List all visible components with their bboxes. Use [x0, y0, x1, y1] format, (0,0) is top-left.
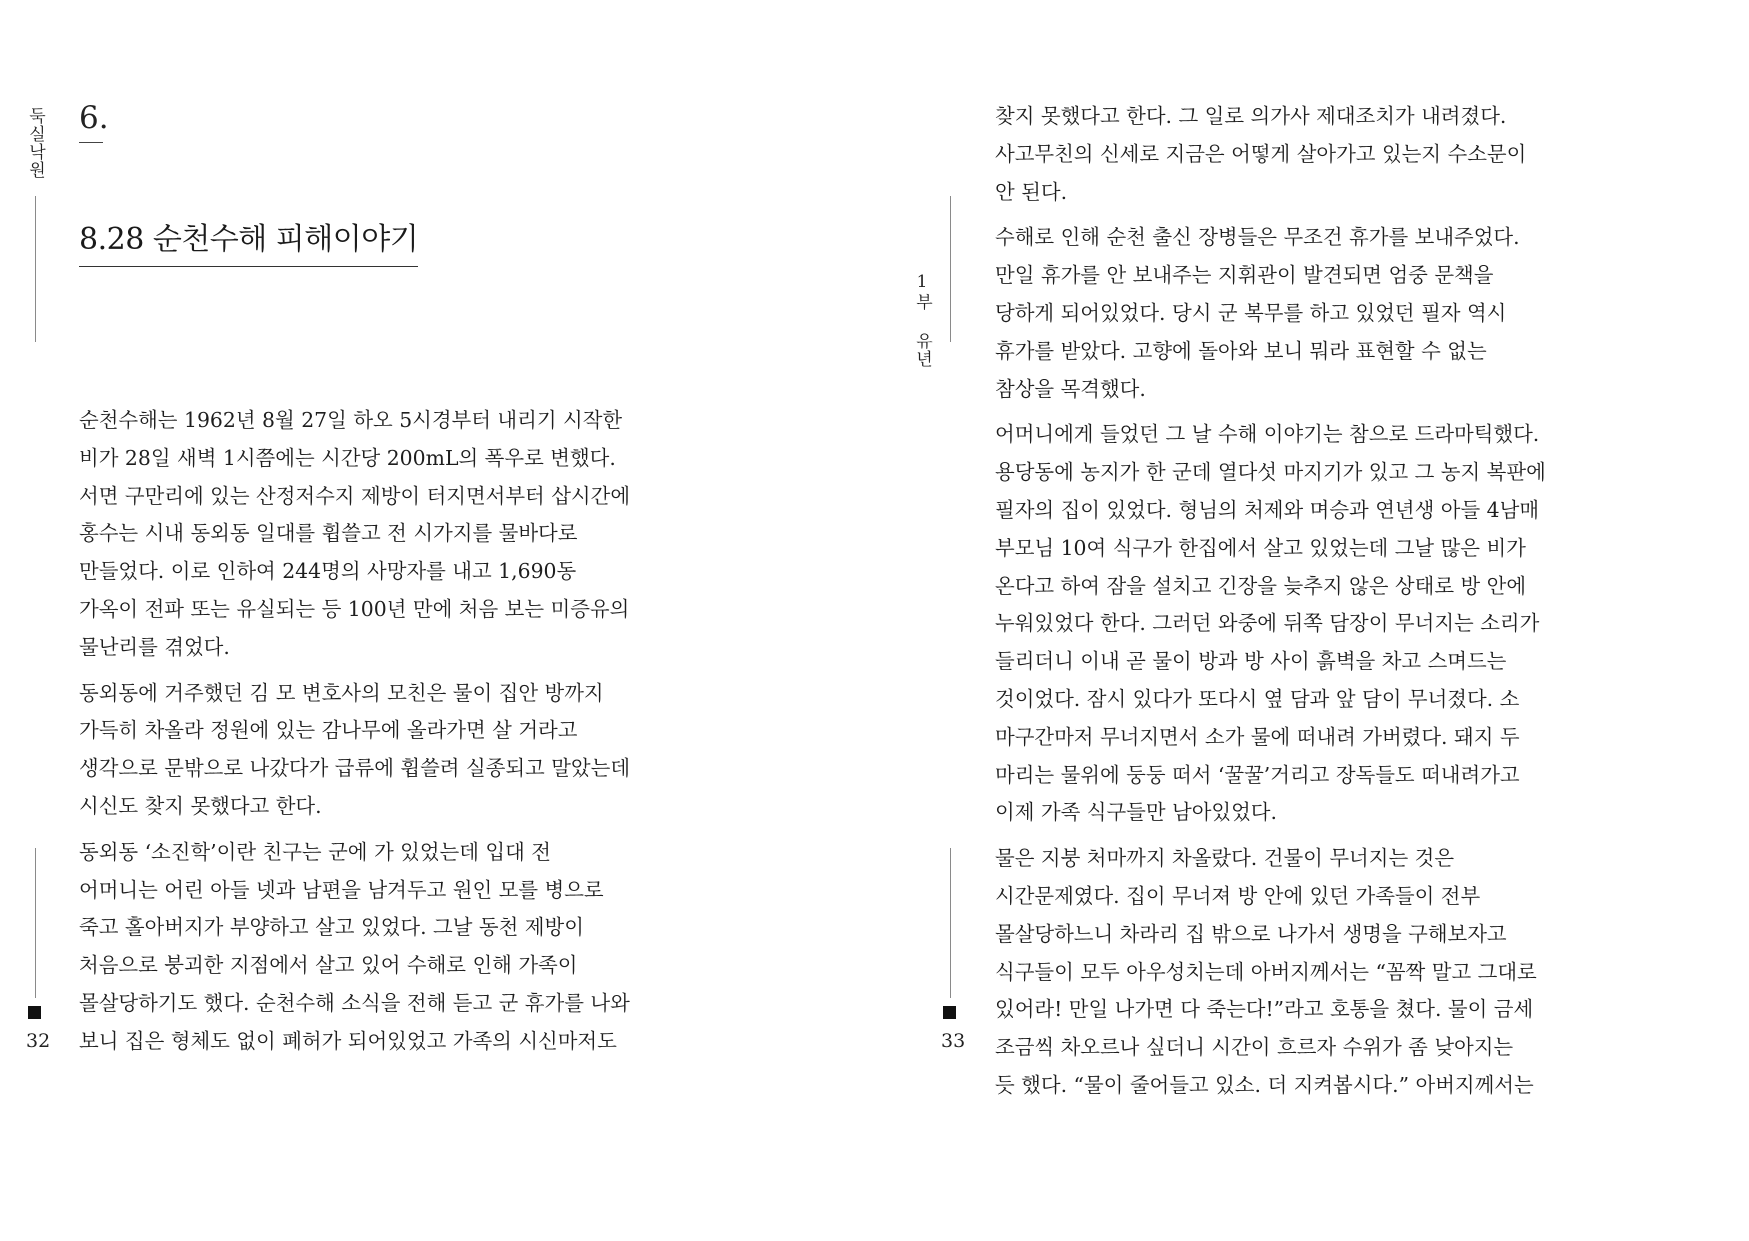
text-line: 몰살당하느니 차라리 집 밖으로 나가서 생명을 구해보자고	[995, 921, 1507, 946]
text-line: 생각으로 문밖으로 나갔다가 급류에 휩쓸려 실종되고 말았는데	[79, 756, 631, 781]
chapter-number-block	[79, 100, 109, 143]
text-line: 시신도 찾지 못했다고 한다.	[79, 793, 322, 818]
text-line: 수해로 인해 순천 출신 장병들은 무조건 휴가를 보내주었다.	[995, 225, 1520, 250]
text-line: 필자의 집이 있었다. 형님의 처제와 며승과 연년생 아들 4남매	[995, 497, 1540, 522]
text-line: 만들었다. 이로 인하여 244명의 사망자를 내고 1,690동	[79, 559, 577, 584]
paragraph	[79, 834, 630, 1061]
right-page-marker	[943, 1006, 956, 1019]
paragraph	[995, 840, 1537, 1105]
text-line: 들리더니 이내 곧 물이 방과 방 사이 흙벽을 차고 스며드는	[995, 649, 1507, 674]
paragraph	[79, 675, 631, 826]
text-line: 사고무친의 신세로 지금은 어떻게 살아가고 있는지 수소문이	[995, 141, 1527, 166]
text-line: 만일 휴가를 안 보내주는 지휘관이 발견되면 엄중 문책을	[995, 263, 1494, 288]
left-page-number: 32	[26, 1030, 51, 1052]
text-line: 서면 구만리에 있는 산정저수지 제방이 터지면서부터 삽시간에	[79, 483, 631, 508]
text-line: 가옥이 전파 또는 유실되는 등 100년 만에 처음 보는 미증유의	[79, 596, 630, 621]
left-running-head: 둑실낙원	[25, 107, 45, 179]
right-running-head: 1부 유년	[912, 272, 932, 368]
text-line: 이제 가족 식구들만 남아있었다.	[995, 800, 1277, 825]
text-line: 어머니는 어린 아들 넷과 남편을 남겨두고 원인 모를 병으로	[79, 877, 604, 902]
right-margin-rule-top	[950, 196, 951, 342]
text-line: 죽고 홀아버지가 부양하고 살고 있었다. 그날 동천 제방이	[79, 915, 584, 940]
text-line: 식구들이 모두 아우성치는데 아버지께서는 “꼼짝 말고 그대로	[995, 959, 1537, 984]
text-line: 몰살당하기도 했다. 순천수해 소식을 전해 듣고 군 휴가를 나와	[79, 990, 630, 1015]
text-line: 참상을 목격했다.	[995, 376, 1146, 401]
text-line: 마리는 물위에 둥둥 떠서 ‘꿀꿀’거리고 장독들도 떠내려가고	[995, 762, 1520, 787]
text-line: 동외동 ‘소진학’이란 친구는 군에 가 있었는데 입대 전	[79, 839, 551, 864]
text-line: 용당동에 농지가 한 군데 열다섯 마지기가 있고 그 농지 복판에	[995, 460, 1546, 485]
text-line: 찾지 못했다고 한다. 그 일로 의가사 제대조치가 내려졌다.	[995, 104, 1507, 128]
text-line: 어머니에게 들었던 그 날 수해 이야기는 참으로 드라마틱했다.	[995, 422, 1540, 447]
right-margin-rule-bottom	[950, 848, 951, 998]
text-line: 비가 28일 새벽 1시쯤에는 시간당 200mL의 폭우로 변했다.	[79, 445, 616, 470]
chapter-title: 8.28 순천수해 피해이야기	[79, 214, 418, 267]
text-line: 온다고 하여 잠을 설치고 긴장을 늦추지 않은 상태로 방 안에	[995, 573, 1527, 598]
text-line: 누워있었다 한다. 그러던 와중에 뒤쪽 담장이 무너지는 소리가	[995, 611, 1540, 636]
left-margin-rule-bottom	[35, 848, 36, 998]
chapter-number: 6.	[79, 100, 109, 136]
text-line: 보니 집은 형체도 없이 폐허가 되어있었고 가족의 시신마저도	[79, 1028, 617, 1053]
text-line: 휴가를 받았다. 고향에 돌아와 보니 뭐라 표현할 수 없는	[995, 338, 1487, 363]
text-line: 것이었다. 잠시 있다가 또다시 옆 담과 앞 담이 무너졌다. 소	[995, 686, 1520, 711]
text-line: 안 된다.	[995, 179, 1068, 204]
left-margin-rule-top	[35, 196, 36, 342]
right-page-number: 33	[941, 1030, 966, 1052]
paragraph	[995, 416, 1546, 832]
left-page-marker	[28, 1006, 41, 1019]
text-line: 동외동에 거주했던 김 모 변호사의 모친은 물이 집안 방까지	[79, 680, 604, 705]
right-body-text	[995, 98, 1546, 1113]
text-line: 물은 지붕 처마까지 차올랐다. 건물이 무너지는 것은	[995, 846, 1455, 871]
text-line: 시간문제였다. 집이 무너져 방 안에 있던 가족들이 전부	[995, 883, 1481, 908]
text-line: 듯 했다. “물이 줄어들고 있소. 더 지켜봅시다.” 아버지께서는	[995, 1072, 1534, 1097]
paragraph	[79, 402, 631, 667]
text-line: 당하게 되어있었다. 당시 군 복무를 하고 있었던 필자 역시	[995, 300, 1507, 325]
text-line: 있어라! 만일 나가면 다 죽는다!”라고 호통을 쳤다. 물이 금세	[995, 997, 1534, 1022]
text-line: 홍수는 시내 동외동 일대를 휩쓸고 전 시가지를 물바다로	[79, 521, 578, 546]
left-body-text	[79, 402, 631, 1069]
text-line: 부모님 10여 식구가 한집에서 살고 있었는데 그날 많은 비가	[995, 535, 1526, 560]
text-line: 처음으로 붕괴한 지점에서 살고 있어 수해로 인해 가족이	[79, 953, 578, 978]
text-line: 순천수해는 1962년 8월 27일 하오 5시경부터 내리기 시작한	[79, 408, 623, 432]
text-line: 조금씩 차오르나 싶더니 시간이 흐르자 수위가 좀 낮아지는	[995, 1035, 1514, 1060]
text-line: 마구간마저 무너지면서 소가 물에 떠내려 가버렸다. 돼지 두	[995, 724, 1520, 749]
chapter-number-rule	[79, 142, 103, 143]
text-line: 물난리를 겪었다.	[79, 634, 230, 659]
text-line: 가득히 차올라 정원에 있는 감나무에 올라가면 살 거라고	[79, 718, 578, 743]
paragraph	[995, 98, 1527, 211]
paragraph	[995, 219, 1520, 408]
